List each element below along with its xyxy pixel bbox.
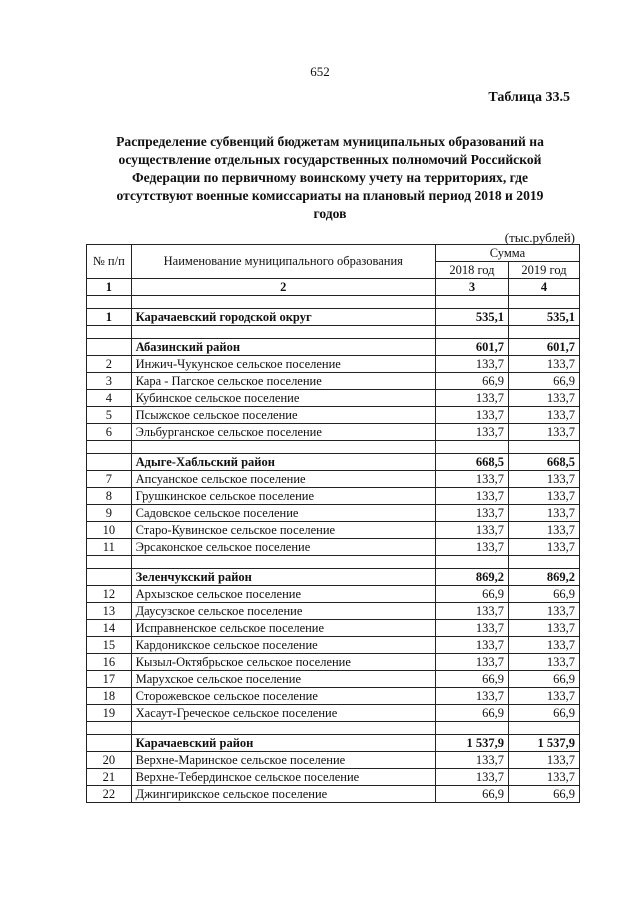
- amount-2019-cell: 133,7: [508, 390, 579, 407]
- amount-2018-cell: 133,7: [435, 637, 508, 654]
- amount-2018-cell: 133,7: [435, 688, 508, 705]
- amount-2019-cell: 133,7: [508, 505, 579, 522]
- table-row: [87, 390, 580, 407]
- row-number-cell: 2: [87, 356, 132, 373]
- spacer-row: [87, 722, 580, 735]
- municipality-name-cell: Апсуанское сельское поселение: [131, 471, 435, 488]
- municipality-name-cell: Абазинский район: [131, 339, 435, 356]
- municipality-name-cell: Верхне-Тебердинское сельское поселение: [131, 769, 435, 786]
- amount-2018-cell: 133,7: [435, 505, 508, 522]
- amount-2019-cell: 133,7: [508, 637, 579, 654]
- amount-2019-cell: 66,9: [508, 705, 579, 722]
- municipality-name-cell: Адыге-Хабльский район: [131, 454, 435, 471]
- empty-cell: [131, 556, 435, 569]
- amount-2019-cell: 133,7: [508, 752, 579, 769]
- municipality-name-cell: Даусузское сельское поселение: [131, 603, 435, 620]
- municipality-name-cell: Карачаевский городской округ: [131, 309, 435, 326]
- amount-2019-cell: 133,7: [508, 356, 579, 373]
- document-title: Распределение субвенций бюджетам муниципальных образований на осуществление отдельных государственных полномочий Российской Федерации по первичному воинскому учету на территориях, где отсутствуют военные комиссариаты на плановый период 2018 и 2019 годов: [116, 134, 544, 221]
- row-number-cell: 18: [87, 688, 132, 705]
- municipality-name-cell: Кара - Пагское сельское поселение: [131, 373, 435, 390]
- empty-cell: [435, 722, 508, 735]
- empty-cell: [131, 326, 435, 339]
- municipality-name-cell: Верхне-Маринское сельское поселение: [131, 752, 435, 769]
- amount-2019-cell: 133,7: [508, 424, 579, 441]
- row-number-cell: 5: [87, 407, 132, 424]
- empty-cell: [508, 296, 579, 309]
- subtotal-row: [87, 735, 580, 752]
- amount-2018-cell: 66,9: [435, 373, 508, 390]
- header-name: Наименование муниципального образования: [131, 245, 435, 279]
- municipality-name-cell: Исправненское сельское поселение: [131, 620, 435, 637]
- table-row: [87, 752, 580, 769]
- municipality-name-cell: Кызыл-Октябрьское сельское поселение: [131, 654, 435, 671]
- spacer-row: [87, 326, 580, 339]
- row-number-cell: 1: [87, 309, 132, 326]
- row-number-cell: 17: [87, 671, 132, 688]
- amount-2018-cell: 66,9: [435, 786, 508, 803]
- empty-cell: [131, 296, 435, 309]
- amount-2019-cell: 133,7: [508, 488, 579, 505]
- municipality-name-cell: Псыжское сельское поселение: [131, 407, 435, 424]
- empty-cell: [508, 326, 579, 339]
- header-index: 2: [131, 279, 435, 296]
- table-row: [87, 705, 580, 722]
- empty-cell: [87, 722, 132, 735]
- header-year-2019: 2019 год: [508, 262, 579, 279]
- amount-2019-cell: 668,5: [508, 454, 579, 471]
- amount-2018-cell: 869,2: [435, 569, 508, 586]
- subtotal-row: [87, 454, 580, 471]
- empty-cell: [131, 722, 435, 735]
- table-row: [87, 637, 580, 654]
- table-label: Таблица 33.5: [488, 90, 570, 105]
- row-number-cell: 11: [87, 539, 132, 556]
- row-number-cell: 10: [87, 522, 132, 539]
- subvention-table: [86, 244, 580, 803]
- amount-2018-cell: 133,7: [435, 424, 508, 441]
- row-number-cell: [87, 735, 132, 752]
- municipality-name-cell: Эрсаконское сельское поселение: [131, 539, 435, 556]
- row-number-cell: 16: [87, 654, 132, 671]
- amount-2019-cell: 133,7: [508, 620, 579, 637]
- municipality-name-cell: Инжич-Чукунское сельское поселение: [131, 356, 435, 373]
- row-number-cell: 8: [87, 488, 132, 505]
- row-number-cell: 14: [87, 620, 132, 637]
- amount-2018-cell: 133,7: [435, 522, 508, 539]
- table-row: [87, 505, 580, 522]
- municipality-name-cell: Архызское сельское поселение: [131, 586, 435, 603]
- municipality-name-cell: Джингирикское сельское поселение: [131, 786, 435, 803]
- row-number-cell: [87, 454, 132, 471]
- table-row: [87, 688, 580, 705]
- header-sum: Сумма: [435, 245, 579, 262]
- municipality-name-cell: Марухское сельское поселение: [131, 671, 435, 688]
- row-number-cell: 19: [87, 705, 132, 722]
- amount-2019-cell: 133,7: [508, 603, 579, 620]
- row-number-cell: 3: [87, 373, 132, 390]
- municipality-name-cell: Грушкинское сельское поселение: [131, 488, 435, 505]
- table-row: [87, 671, 580, 688]
- header-year-2018: 2018 год: [435, 262, 508, 279]
- municipality-name-cell: Хасаут-Греческое сельское поселение: [131, 705, 435, 722]
- amount-2018-cell: 133,7: [435, 603, 508, 620]
- amount-2018-cell: 133,7: [435, 539, 508, 556]
- row-number-cell: [87, 339, 132, 356]
- table-body: [87, 296, 580, 803]
- subtotal-row: [87, 569, 580, 586]
- amount-2019-cell: 66,9: [508, 586, 579, 603]
- table-row: [87, 522, 580, 539]
- empty-cell: [87, 441, 132, 454]
- amount-2019-cell: 601,7: [508, 339, 579, 356]
- amount-2018-cell: 133,7: [435, 390, 508, 407]
- amount-2018-cell: 133,7: [435, 752, 508, 769]
- municipality-name-cell: Карачаевский район: [131, 735, 435, 752]
- amount-2019-cell: 66,9: [508, 671, 579, 688]
- row-number-cell: 22: [87, 786, 132, 803]
- amount-2019-cell: 66,9: [508, 373, 579, 390]
- municipality-name-cell: Зеленчукский район: [131, 569, 435, 586]
- amount-2018-cell: 66,9: [435, 705, 508, 722]
- amount-2018-cell: 133,7: [435, 620, 508, 637]
- page-number: 652: [310, 64, 330, 79]
- units-label: (тыс.рублей): [504, 230, 575, 245]
- table-row: [87, 424, 580, 441]
- empty-cell: [87, 296, 132, 309]
- amount-2018-cell: 133,7: [435, 654, 508, 671]
- row-number-cell: 21: [87, 769, 132, 786]
- municipality-name-cell: Кубинское сельское поселение: [131, 390, 435, 407]
- empty-cell: [87, 556, 132, 569]
- empty-cell: [87, 326, 132, 339]
- table-row: [87, 539, 580, 556]
- amount-2019-cell: 1 537,9: [508, 735, 579, 752]
- empty-cell: [508, 441, 579, 454]
- amount-2019-cell: 869,2: [508, 569, 579, 586]
- amount-2018-cell: 601,7: [435, 339, 508, 356]
- table-row: [87, 356, 580, 373]
- row-number-cell: 7: [87, 471, 132, 488]
- amount-2019-cell: 133,7: [508, 688, 579, 705]
- amount-2019-cell: 133,7: [508, 471, 579, 488]
- table-row: [87, 769, 580, 786]
- spacer-row: [87, 556, 580, 569]
- subtotal-row: [87, 309, 580, 326]
- empty-cell: [508, 722, 579, 735]
- header-index: 3: [435, 279, 508, 296]
- municipality-name-cell: Эльбурганское сельское поселение: [131, 424, 435, 441]
- row-number-cell: [87, 569, 132, 586]
- amount-2018-cell: 535,1: [435, 309, 508, 326]
- empty-cell: [435, 296, 508, 309]
- amount-2018-cell: 133,7: [435, 356, 508, 373]
- table-row: [87, 654, 580, 671]
- amount-2019-cell: 66,9: [508, 786, 579, 803]
- row-number-cell: 6: [87, 424, 132, 441]
- amount-2019-cell: 133,7: [508, 654, 579, 671]
- municipality-name-cell: Кардоникское сельское поселение: [131, 637, 435, 654]
- spacer-row: [87, 441, 580, 454]
- row-number-cell: 12: [87, 586, 132, 603]
- row-number-cell: 20: [87, 752, 132, 769]
- empty-cell: [131, 441, 435, 454]
- amount-2019-cell: 133,7: [508, 407, 579, 424]
- amount-2018-cell: 133,7: [435, 769, 508, 786]
- table-row: [87, 373, 580, 390]
- row-number-cell: 15: [87, 637, 132, 654]
- amount-2019-cell: 535,1: [508, 309, 579, 326]
- amount-2018-cell: 133,7: [435, 407, 508, 424]
- amount-2019-cell: 133,7: [508, 539, 579, 556]
- header-index: 4: [508, 279, 579, 296]
- row-number-cell: 13: [87, 603, 132, 620]
- empty-cell: [435, 556, 508, 569]
- table-row: [87, 407, 580, 424]
- empty-cell: [508, 556, 579, 569]
- header-index: 1: [87, 279, 132, 296]
- amount-2018-cell: 668,5: [435, 454, 508, 471]
- table-row: [87, 488, 580, 505]
- amount-2019-cell: 133,7: [508, 522, 579, 539]
- spacer-row: [87, 296, 580, 309]
- row-number-cell: 9: [87, 505, 132, 522]
- amount-2018-cell: 66,9: [435, 586, 508, 603]
- empty-cell: [435, 441, 508, 454]
- table-row: [87, 786, 580, 803]
- municipality-name-cell: Садовское сельское поселение: [131, 505, 435, 522]
- amount-2018-cell: 66,9: [435, 671, 508, 688]
- municipality-name-cell: Старо-Кувинское сельское поселение: [131, 522, 435, 539]
- amount-2019-cell: 133,7: [508, 769, 579, 786]
- table-row: [87, 586, 580, 603]
- table-row: [87, 620, 580, 637]
- subtotal-row: [87, 339, 580, 356]
- table-row: [87, 471, 580, 488]
- header-number: № п/п: [87, 245, 132, 279]
- empty-cell: [435, 326, 508, 339]
- amount-2018-cell: 1 537,9: [435, 735, 508, 752]
- row-number-cell: 4: [87, 390, 132, 407]
- amount-2018-cell: 133,7: [435, 488, 508, 505]
- amount-2018-cell: 133,7: [435, 471, 508, 488]
- municipality-name-cell: Сторожевское сельское поселение: [131, 688, 435, 705]
- table-row: [87, 603, 580, 620]
